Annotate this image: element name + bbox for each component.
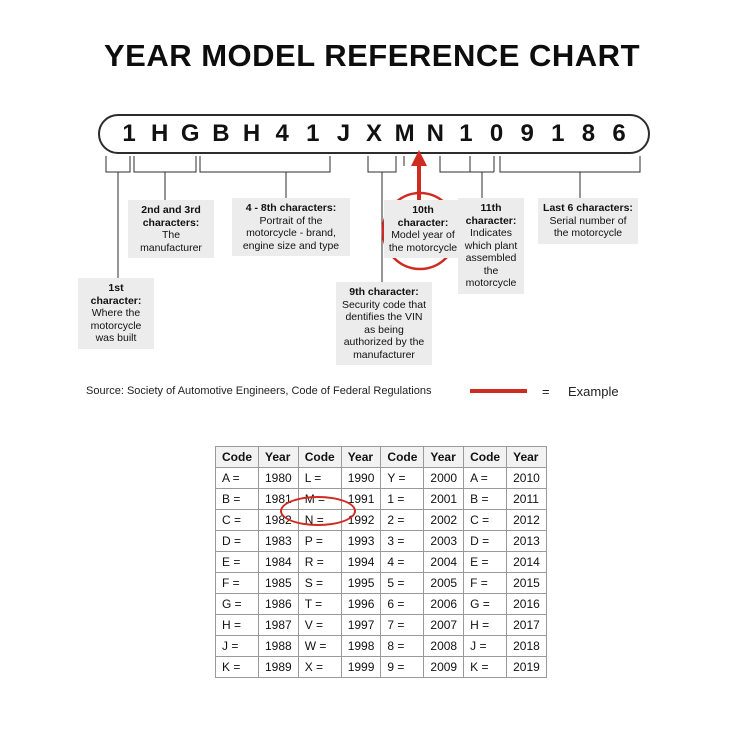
table-cell: 1980 [259, 468, 299, 489]
table-cell: S = [298, 573, 341, 594]
table-cell: 8 = [381, 636, 424, 657]
callout-1st-character [78, 278, 154, 349]
table-cell: 2018 [507, 636, 547, 657]
source-note: Source: Society of Automotive Engineers, Code of Federal Regulations [86, 385, 432, 397]
table-row [216, 489, 547, 510]
table-row [216, 636, 547, 657]
callout-4th-8th-characters [232, 198, 350, 256]
table-cell: N = [298, 510, 341, 531]
callout-body: Model year of the motorcycle [388, 229, 458, 254]
table-cell: 1982 [259, 510, 299, 531]
table-row [216, 657, 547, 678]
table-header-cell: Code [216, 447, 259, 468]
table-cell: 1998 [341, 636, 381, 657]
vin-number-box [98, 114, 650, 154]
table-cell: 1996 [341, 594, 381, 615]
table-cell: L = [298, 468, 341, 489]
callout-heading: Last 6 characters: [543, 202, 633, 214]
callout-heading: 10th character: [397, 204, 449, 229]
table-cell: E = [216, 552, 259, 573]
table-cell: H = [464, 615, 507, 636]
table-row [216, 468, 547, 489]
table-cell: 2019 [507, 657, 547, 678]
table-cell: 1987 [259, 615, 299, 636]
vin-char: 1 [459, 120, 473, 147]
table-cell: 2001 [424, 489, 464, 510]
table-header-cell: Code [381, 447, 424, 468]
callout-heading: 4 - 8th characters: [245, 202, 337, 214]
table-cell: 2013 [507, 531, 547, 552]
table-cell: 2006 [424, 594, 464, 615]
vin-char: 9 [520, 120, 534, 147]
table-cell: 2004 [424, 552, 464, 573]
table-cell: 2015 [507, 573, 547, 594]
table-cell: 1994 [341, 552, 381, 573]
table-cell: P = [298, 531, 341, 552]
table-header-cell: Year [259, 447, 299, 468]
table-cell: G = [216, 594, 259, 615]
table-cell-highlighted: 1991 [341, 489, 381, 510]
callout-body: Indicates which plant assembled the motorcycle [464, 227, 518, 289]
callout-heading: 1st character: [90, 282, 142, 307]
callout-heading: 2nd and 3rd characters: [141, 204, 201, 229]
table-row [216, 615, 547, 636]
vin-char: H [150, 120, 169, 147]
table-cell: F = [216, 573, 259, 594]
table-cell: 1992 [341, 510, 381, 531]
table-cell: J = [216, 636, 259, 657]
vin-char: 0 [489, 120, 504, 147]
table-cell: R = [298, 552, 341, 573]
table-cell: V = [298, 615, 341, 636]
table-cell: 2014 [507, 552, 547, 573]
table-cell: 2017 [507, 615, 547, 636]
callout-11th-character [458, 198, 524, 294]
vin-char: H [242, 120, 261, 147]
table-cell: 1990 [341, 468, 381, 489]
legend-equals-sign: = [542, 384, 550, 399]
table-cell: 2003 [424, 531, 464, 552]
table-cell: W = [298, 636, 341, 657]
table-cell: 1985 [259, 573, 299, 594]
callout-body: Serial number of the motorcycle [549, 214, 627, 239]
table-cell: G = [464, 594, 507, 615]
vin-char: B [212, 120, 230, 147]
page-title: YEAR MODEL REFERENCE CHART [103, 38, 641, 73]
table-cell: J = [464, 636, 507, 657]
table-header-row [216, 447, 547, 468]
table-cell: 1983 [259, 531, 299, 552]
vin-char: 1 [306, 120, 320, 147]
table-cell: B = [464, 489, 507, 510]
table-cell: 2005 [424, 573, 464, 594]
table-cell: 7 = [381, 615, 424, 636]
table-row [216, 573, 547, 594]
callout-2nd-3rd-characters [128, 200, 214, 258]
table-cell: 2002 [424, 510, 464, 531]
vin-char: 6 [612, 120, 626, 147]
callout-last-6-characters [538, 198, 638, 244]
callout-body: Security code that dentifies the VIN as being authorized by the manufacturer [341, 298, 427, 361]
table-header-cell: Code [464, 447, 507, 468]
table-cell: 1 = [381, 489, 424, 510]
table-cell: C = [464, 510, 507, 531]
vin-char: 1 [122, 120, 136, 147]
table-cell: 1993 [341, 531, 381, 552]
vin-char-highlighted: M [394, 120, 415, 147]
legend-label: Example [568, 384, 619, 399]
table-header-cell: Year [341, 447, 381, 468]
table-cell: 1997 [341, 615, 381, 636]
vin-char: G [180, 120, 200, 147]
vin-char: 1 [551, 120, 565, 147]
table-cell: 4 = [381, 552, 424, 573]
table-cell: 2000 [424, 468, 464, 489]
table-cell: Y = [381, 468, 424, 489]
table-cell: C = [216, 510, 259, 531]
table-cell: 1989 [259, 657, 299, 678]
table-cell: 2009 [424, 657, 464, 678]
table-cell: D = [464, 531, 507, 552]
table-cell: 1995 [341, 573, 381, 594]
table-cell: 2 = [381, 510, 424, 531]
table-cell: A = [216, 468, 259, 489]
table-row [216, 531, 547, 552]
table-cell: D = [216, 531, 259, 552]
table-cell: 1986 [259, 594, 299, 615]
table-cell: B = [216, 489, 259, 510]
table-cell: 1988 [259, 636, 299, 657]
table-cell: H = [216, 615, 259, 636]
table-row [216, 552, 547, 573]
callout-heading: 9th character: [349, 286, 419, 298]
table-cell: 1981 [259, 489, 299, 510]
vin-char: N [426, 120, 444, 147]
table-row [216, 594, 547, 615]
table-cell: F = [464, 573, 507, 594]
table-cell: 2012 [507, 510, 547, 531]
callout-body: The manufacturer [140, 229, 202, 254]
table-cell: K = [464, 657, 507, 678]
vin-char: J [336, 120, 351, 147]
table-header-cell: Year [507, 447, 547, 468]
callout-body: Portrait of the motorcycle - brand, engine size and type [242, 214, 340, 252]
table-cell-highlighted: M = [298, 489, 341, 510]
table-cell: 3 = [381, 531, 424, 552]
vin-char: 4 [275, 120, 289, 147]
callout-heading: 11th character: [465, 202, 517, 227]
table-header-cell: Year [424, 447, 464, 468]
table-cell: 1984 [259, 552, 299, 573]
table-header-cell: Code [298, 447, 341, 468]
table-cell: X = [298, 657, 341, 678]
year-code-table [215, 446, 547, 678]
table-cell: 2008 [424, 636, 464, 657]
table-cell: A = [464, 468, 507, 489]
table-cell: 2007 [424, 615, 464, 636]
callout-body: Where the motorcycle was built [90, 307, 142, 344]
vin-char: X [365, 120, 382, 147]
table-cell: 1999 [341, 657, 381, 678]
table-cell: E = [464, 552, 507, 573]
table-cell: 2011 [507, 489, 547, 510]
table-cell: 6 = [381, 594, 424, 615]
table-cell: 2010 [507, 468, 547, 489]
table-cell: 2016 [507, 594, 547, 615]
callout-10th-character [384, 200, 462, 258]
table-cell: T = [298, 594, 341, 615]
table-cell: 5 = [381, 573, 424, 594]
vin-char: 8 [581, 120, 596, 147]
callout-9th-character [336, 282, 432, 365]
table-cell: 9 = [381, 657, 424, 678]
table-cell: K = [216, 657, 259, 678]
table-row [216, 510, 547, 531]
